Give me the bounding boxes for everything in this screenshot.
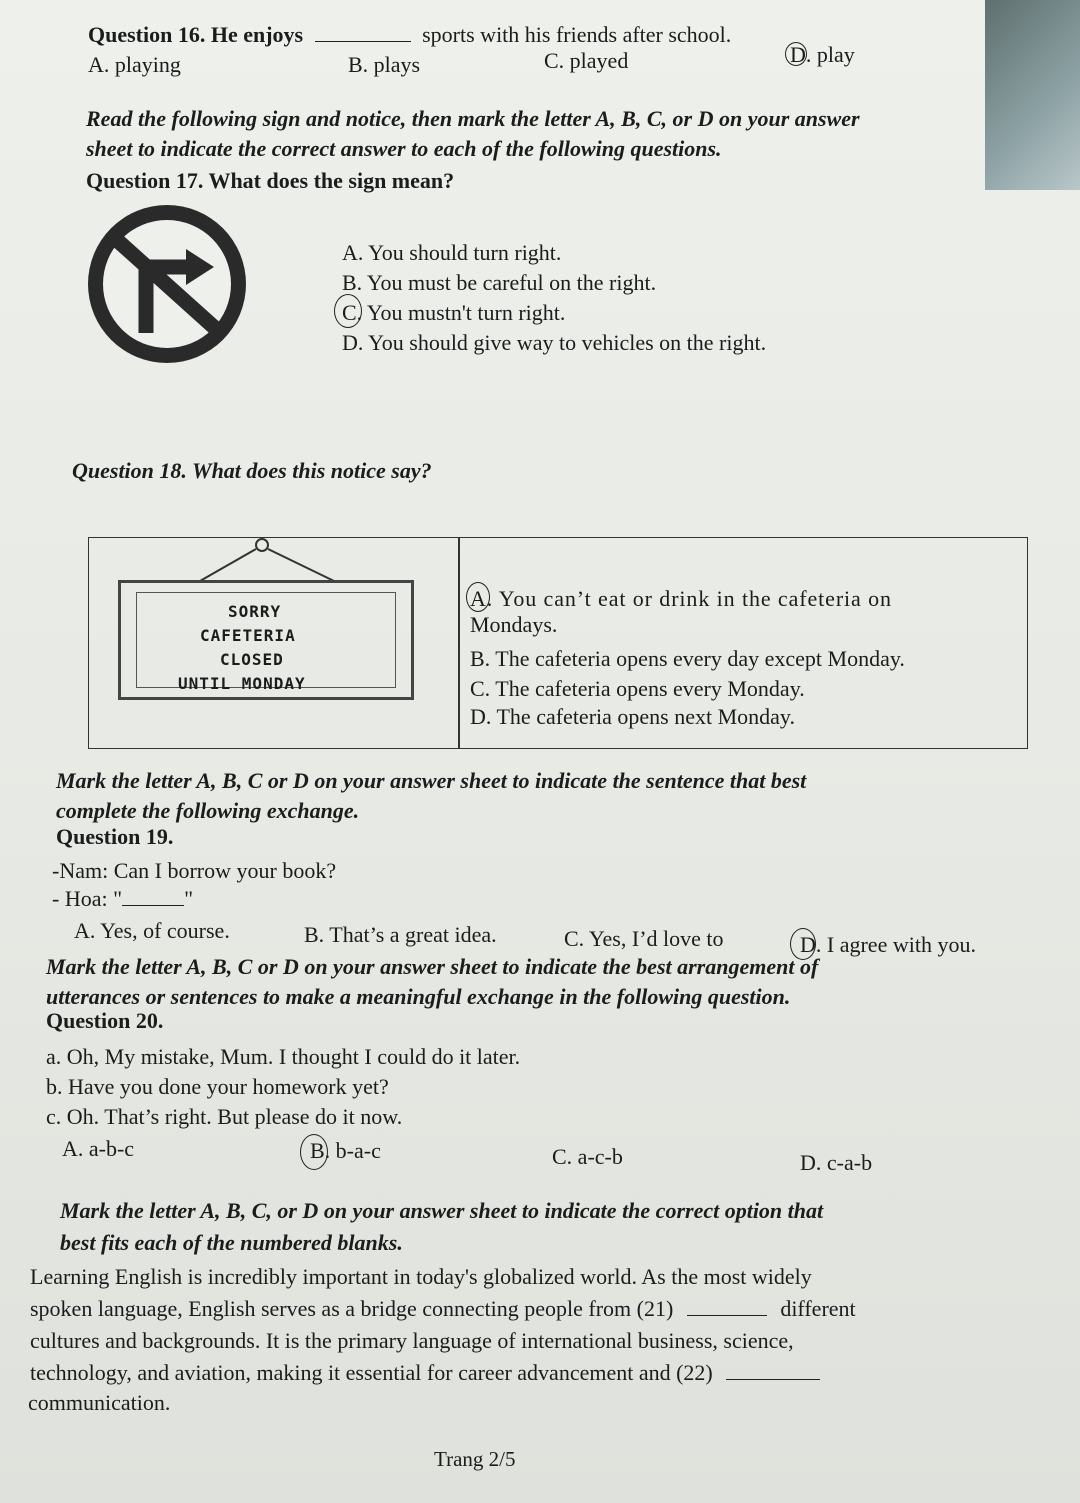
q18-option-c: C. The cafeteria opens every Monday. <box>470 676 805 701</box>
q16-stem-end: sports with his friends after school. <box>422 22 732 47</box>
passage-line1: Learning English is incredibly important in today's globalized world. As the most widely <box>30 1264 812 1289</box>
passage-line2 <box>30 1296 856 1322</box>
instruction-exchange-line1: Mark the letter A, B, C or D on your answer sheet to indicate the sentence that best <box>56 768 807 793</box>
notice-line-cafeteria: CAFETERIA <box>200 626 296 645</box>
instruction-arrange-line2: utterances or sentences to make a meaningful exchange in the following question. <box>46 984 791 1009</box>
q16-option-d: D. play <box>790 42 855 67</box>
q16-option-c: C. played <box>544 48 629 73</box>
q18-option-d: D. The cafeteria opens next Monday. <box>470 704 795 729</box>
q16-stem-start: Question 16. He enjoys <box>88 22 304 47</box>
q17-option-b: B. You must be careful on the right. <box>342 270 657 295</box>
answer-mark-circle <box>300 1134 328 1170</box>
q19-option-b: B. That’s a great idea. <box>304 922 497 947</box>
q20-line-b: b. Have you done your homework yet? <box>46 1074 389 1099</box>
q20-line-a: a. Oh, My mistake, Mum. I thought I could do it later. <box>46 1044 521 1069</box>
q17-option-c: C. You mustn't turn right. <box>342 300 566 325</box>
q16-option-b: B. plays <box>348 52 421 77</box>
q20-option-c: C. a-c-b <box>552 1144 623 1169</box>
q18-title: Question 18. What does this notice say? <box>72 458 432 483</box>
instruction-blanks-line1: Mark the letter A, B, C, or D on your answer sheet to indicate the correct option that <box>60 1198 824 1223</box>
q20-option-d: D. c-a-b <box>800 1150 873 1175</box>
instruction-sign-line1: Read the following sign and notice, then mark the letter A, B, C, or D on your answer <box>86 106 860 131</box>
q20-option-b: B. b-a-c <box>310 1138 381 1163</box>
passage-line2-start: spoken language, English serves as a bridge connecting people from (21) <box>30 1296 674 1321</box>
q19-hoa-start: - Hoa: " <box>52 886 123 911</box>
q20-option-a: A. a-b-c <box>62 1136 135 1161</box>
q19-blank <box>122 905 184 906</box>
passage-line3: cultures and backgrounds. It is the primary language of international business, science, <box>30 1328 794 1353</box>
q17-option-a: A. You should turn right. <box>342 240 562 265</box>
instruction-exchange-line2: complete the following exchange. <box>56 798 360 823</box>
q20-line-c: c. Oh. That’s right. But please do it now. <box>46 1104 403 1129</box>
q16-option-a: A. playing <box>88 52 181 77</box>
q20-title: Question 20. <box>46 1008 164 1033</box>
q19-option-a: A. Yes, of course. <box>74 918 230 943</box>
q18-option-a-line1: A. You can’t eat or drink in the cafeteria on <box>470 586 892 611</box>
instruction-arrange-line1: Mark the letter A, B, C or D on your answer sheet to indicate the best arrangement of <box>46 954 819 979</box>
notice-line-sorry: SORRY <box>228 602 282 621</box>
q17-option-d: D. You should give way to vehicles on the right. <box>342 330 767 355</box>
q19-nam-line: -Nam: Can I borrow your book? <box>52 858 337 883</box>
q18-option-b: B. The cafeteria opens every day except Monday. <box>470 646 905 671</box>
blank-21 <box>687 1315 767 1316</box>
q17-title-text: Question 17. What does the sign mean? <box>86 168 455 193</box>
q19-option-c: C. Yes, I’d love to <box>564 926 724 951</box>
passage-line5: communication. <box>28 1390 171 1415</box>
q19-title: Question 19. <box>56 824 174 849</box>
blank-22 <box>726 1379 820 1380</box>
q19-hoa-end: " <box>184 886 194 911</box>
passage-line4-text: technology, and aviation, making it essential for career advancement and (22) <box>30 1360 713 1385</box>
answer-mark-circle <box>466 582 490 612</box>
q18-option-a-line2: Mondays. <box>470 612 558 637</box>
notice-line-until-monday: UNTIL MONDAY <box>178 674 306 693</box>
instruction-blanks-line2: best fits each of the numbered blanks. <box>60 1230 403 1255</box>
passage-line2-end: different <box>780 1296 856 1321</box>
page-number: Trang 2/5 <box>434 1447 516 1471</box>
notice-line-closed: CLOSED <box>220 650 284 669</box>
passage-line4 <box>30 1360 820 1386</box>
instruction-sign-line2: sheet to indicate the correct answer to each of the following questions. <box>86 136 722 161</box>
q19-hoa-line <box>52 886 193 912</box>
q19-option-d: D. I agree with you. <box>800 932 976 957</box>
